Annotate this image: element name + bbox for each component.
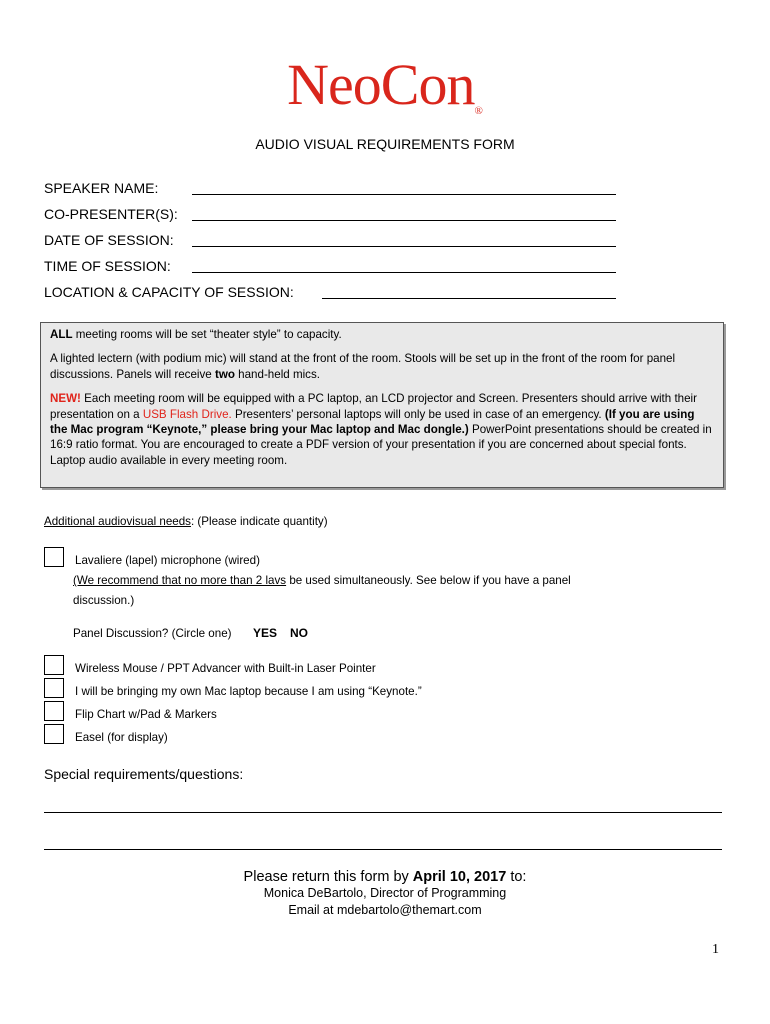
contact-email[interactable]: Email at mdebartolo@themart.com xyxy=(288,903,482,917)
return-deadline: April 10, 2017 xyxy=(412,869,507,885)
speaker-name-line[interactable] xyxy=(192,193,616,195)
lavaliere-label: Lavaliere (lapel) microphone (wired) xyxy=(75,554,260,567)
needs-heading: Additional audiovisual needs: (Please indicate quantity) xyxy=(44,515,328,528)
location-capacity-line[interactable] xyxy=(322,297,616,299)
speaker-name-label: SPEAKER NAME: xyxy=(44,180,159,196)
mac-laptop-label: I will be bringing my own Mac laptop because I am using “Keynote.” xyxy=(75,685,422,698)
notice-paragraph-2: A lighted lectern (with podium mic) will stand at the front of the room. Stools will be set up in the front of the room for panel discussions. Panels will receive two hand-held mics. xyxy=(50,352,676,381)
wireless-mouse-checkbox[interactable] xyxy=(44,655,64,675)
form-title: AUDIO VISUAL REQUIREMENTS FORM xyxy=(255,136,515,152)
lavaliere-checkbox[interactable] xyxy=(44,547,64,567)
page-number: 1 xyxy=(712,942,719,957)
no-option[interactable]: NO xyxy=(290,626,308,640)
special-requirements-label: Special requirements/questions: xyxy=(44,766,244,782)
neocon-logo: NeoCon® xyxy=(287,52,483,117)
date-of-session-label: DATE OF SESSION: xyxy=(44,232,174,248)
date-of-session-line[interactable] xyxy=(192,245,616,247)
special-requirements-line-2[interactable] xyxy=(44,849,722,850)
return-instructions: Please return this form by April 10, 2017 to: xyxy=(243,869,527,885)
notice-paragraph-3: NEW! Each meeting room will be equipped with a PC laptop, an LCD projector and Screen. Presenters should arrive with their presentation on a USB Flash Drive. Presenters’ personal laptops will only be used in case of an emergency. (If you are using the Mac program “Keynote,” please bring your Mac laptop and Mac dongle.) PowerPoint presentations should be created in 16:9 ratio format. You are encouraged to create a PDF version of your presentation if you are concerned about special fonts. Laptop audio available in every meeting room. xyxy=(50,392,712,467)
time-of-session-label: TIME OF SESSION: xyxy=(44,258,171,274)
easel-checkbox[interactable] xyxy=(44,724,64,744)
lavaliere-note-line2: discussion.) xyxy=(73,594,135,607)
easel-label: Easel (for display) xyxy=(75,731,168,744)
notice-paragraph-1: ALL meeting rooms will be set “theater style” to capacity. xyxy=(50,328,342,341)
time-of-session-line[interactable] xyxy=(192,271,616,273)
notice-box xyxy=(40,322,724,488)
co-presenters-label: CO-PRESENTER(S): xyxy=(44,206,178,222)
lavaliere-note: (We recommend that no more than 2 lavs be used simultaneously. See below if you have a panel xyxy=(73,574,571,587)
usb-flash-drive-text: USB Flash Drive. xyxy=(142,407,232,421)
flip-chart-checkbox[interactable] xyxy=(44,701,64,721)
new-badge: NEW! xyxy=(50,392,81,406)
mac-laptop-checkbox[interactable] xyxy=(44,678,64,698)
co-presenters-line[interactable] xyxy=(192,219,616,221)
location-capacity-label: LOCATION & CAPACITY OF SESSION: xyxy=(44,284,294,300)
yes-option[interactable]: YES xyxy=(253,626,278,640)
contact-name: Monica DeBartolo, Director of Programming xyxy=(263,886,507,900)
wireless-mouse-label: Wireless Mouse / PPT Advancer with Built-in Laser Pointer xyxy=(75,662,376,675)
special-requirements-line-1[interactable] xyxy=(44,812,722,813)
flip-chart-label: Flip Chart w/Pad & Markers xyxy=(75,708,217,721)
panel-discussion-question: Panel Discussion? (Circle one) xyxy=(73,627,232,640)
